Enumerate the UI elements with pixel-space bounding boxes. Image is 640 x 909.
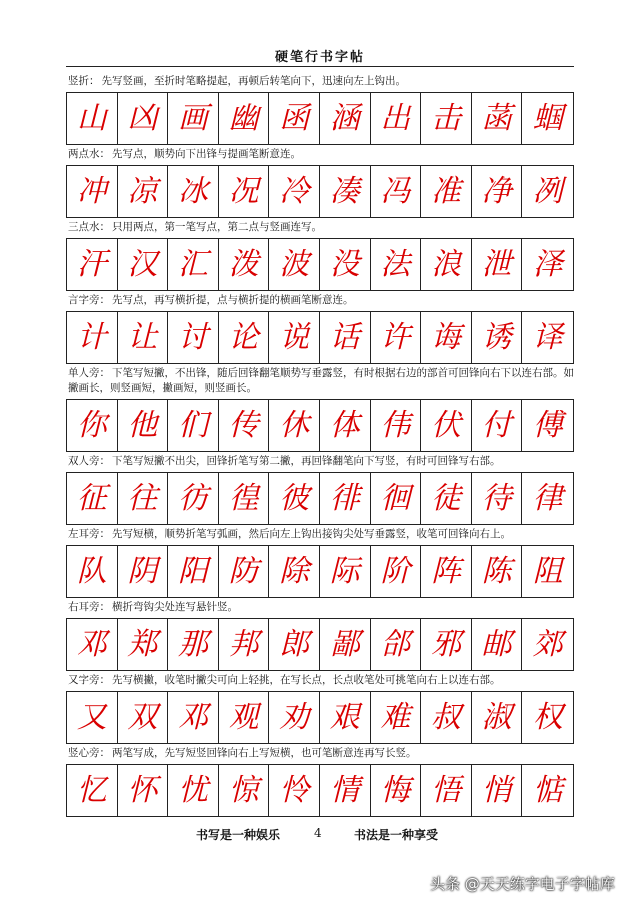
practice-character: 阵: [421, 546, 472, 597]
practice-character: 彷: [168, 473, 219, 524]
practice-character: 情: [320, 765, 371, 816]
practice-character: 律: [532, 480, 563, 516]
stroke-section: [66, 145, 574, 218]
practice-character: 许: [371, 312, 422, 363]
practice-character: 阻: [532, 553, 563, 589]
stroke-section: [66, 525, 574, 598]
practice-grid: [66, 399, 574, 452]
practice-character: 凶: [118, 93, 169, 144]
practice-character: 传: [219, 400, 270, 451]
stroke-section: [66, 218, 574, 291]
practice-grid: [66, 545, 574, 598]
practice-character: 法: [371, 239, 422, 290]
practice-character: 泽: [532, 246, 563, 282]
practice-character: 浪: [421, 239, 472, 290]
practice-character: 让: [118, 312, 169, 363]
practice-character: 冽: [532, 173, 563, 209]
stroke-section: [66, 598, 574, 671]
stroke-rule: [66, 525, 574, 545]
practice-character: 悟: [421, 765, 472, 816]
practice-character: 难: [371, 692, 422, 743]
stroke-rule-text: 只用两点，第一笔写点，第二点与竖画连写。: [112, 221, 322, 233]
stroke-rule-text: 两笔写成，先写短竖回锋向右上写短横，也可笔断意连再写长竖。: [112, 747, 417, 759]
footer-right-slogan: 书法是一种享受: [354, 828, 439, 842]
practice-character: 观: [219, 692, 270, 743]
stroke-rule-text: 先写点，顺势向下出锋与提画笔断意连。: [112, 148, 301, 160]
practice-character: 忧: [168, 765, 219, 816]
practice-character: 计: [67, 312, 118, 363]
practice-character: 徘: [320, 473, 371, 524]
practice-character: 们: [168, 400, 219, 451]
stroke-rule-label: 竖心旁：: [68, 747, 110, 759]
stroke-section: [66, 72, 574, 145]
stroke-rule: [66, 291, 574, 311]
stroke-rule-label: 左耳旁：: [68, 528, 110, 540]
practice-character: 彼: [269, 473, 320, 524]
practice-character: 冷: [269, 166, 320, 217]
footer-left-slogan: 书写是一种娱乐: [196, 828, 281, 842]
practice-character: 徒: [421, 473, 472, 524]
practice-character: 悄: [472, 765, 523, 816]
practice-grid: [66, 165, 574, 218]
stroke-rule: [66, 598, 574, 618]
practice-character: 待: [472, 473, 523, 524]
practice-character: 怀: [118, 765, 169, 816]
stroke-rule: [66, 72, 574, 92]
practice-character: 鄙: [320, 619, 371, 670]
practice-character: 击: [421, 93, 472, 144]
practice-character: 徊: [371, 473, 422, 524]
stroke-rule-text: 下笔写短撇，不出锋，随后回锋翻笔顺势写垂露竖，有时根据右边的部首可回锋向右下以连右部。如撇画长，则竖画短，撇画短，则竖画长。: [68, 367, 574, 394]
practice-character: 艰: [320, 692, 371, 743]
practice-character: 休: [269, 400, 320, 451]
practice-character: 函: [269, 93, 320, 144]
stroke-rule-text: 先写横撇，收笔时撇尖可向上轻挑，在写长点，长点收笔处可挑笔向右上以连右部。: [112, 674, 501, 686]
practice-character: 泄: [472, 239, 523, 290]
stroke-rule-label: 言字旁：: [68, 294, 110, 306]
practice-grid: [66, 311, 574, 364]
stroke-rule: [66, 671, 574, 691]
practice-character: 你: [67, 400, 118, 451]
practice-character: 淑: [472, 692, 523, 743]
watermark: 头条 @天天练字电子字帖库: [430, 875, 615, 893]
stroke-rule: [66, 744, 574, 764]
stroke-rule: [66, 145, 574, 165]
stroke-rule-text: 先写点，再写横折提，点与横折提的横画笔断意连。: [112, 294, 354, 306]
practice-character: 徨: [219, 473, 270, 524]
page-title: 硬笔行书字帖: [274, 50, 365, 65]
practice-character: 郃: [371, 619, 422, 670]
practice-character: 画: [168, 93, 219, 144]
practice-character: 况: [219, 166, 270, 217]
practice-character: 惊: [219, 765, 270, 816]
practice-character: 怜: [269, 765, 320, 816]
practice-character: 邓: [168, 692, 219, 743]
practice-grid: [66, 472, 574, 525]
practice-grid: [66, 618, 574, 671]
stroke-rule-label: 右耳旁：: [68, 601, 110, 613]
practice-character: 出: [371, 93, 422, 144]
practice-character: 往: [118, 473, 169, 524]
practice-character: 凉: [118, 166, 169, 217]
stroke-rule-label: 两点水：: [68, 148, 110, 160]
practice-character: 阶: [371, 546, 422, 597]
practice-character: 冲: [67, 166, 118, 217]
practice-character: 劝: [269, 692, 320, 743]
practice-character: 付: [472, 400, 523, 451]
practice-character: 讨: [168, 312, 219, 363]
practice-character: 汇: [168, 239, 219, 290]
practice-character: 权: [532, 699, 563, 735]
practice-grid: [66, 238, 574, 291]
practice-character: 幽: [219, 93, 270, 144]
practice-character: 山: [67, 93, 118, 144]
page-number: 4: [314, 826, 322, 840]
stroke-rule: [66, 452, 574, 472]
practice-sections: [66, 72, 574, 817]
practice-character: 郑: [118, 619, 169, 670]
practice-character: 那: [168, 619, 219, 670]
practice-character: 泼: [219, 239, 270, 290]
practice-character: 防: [219, 546, 270, 597]
stroke-section: [66, 364, 574, 452]
practice-character: 体: [320, 400, 371, 451]
practice-grid: [66, 764, 574, 817]
stroke-rule-label: 三点水：: [68, 221, 110, 233]
header-rule: [66, 66, 574, 67]
practice-character: 邦: [219, 619, 270, 670]
practice-character: 双: [118, 692, 169, 743]
stroke-section: [66, 452, 574, 525]
stroke-section: [66, 744, 574, 817]
practice-character: 凑: [320, 166, 371, 217]
practice-character: 队: [67, 546, 118, 597]
practice-character: 译: [532, 319, 563, 355]
stroke-section: [66, 291, 574, 364]
stroke-rule: [66, 218, 574, 238]
practice-character: 汗: [67, 239, 118, 290]
practice-character: 邓: [67, 619, 118, 670]
stroke-rule: [66, 364, 574, 399]
practice-character: 邮: [472, 619, 523, 670]
practice-character: 忆: [67, 765, 118, 816]
practice-grid: [66, 691, 574, 744]
practice-character: 郊: [532, 626, 563, 662]
practice-character: 惦: [532, 772, 563, 808]
practice-character: 陈: [472, 546, 523, 597]
practice-character: 话: [320, 312, 371, 363]
practice-character: 净: [472, 166, 523, 217]
practice-character: 伟: [371, 400, 422, 451]
practice-character: 没: [320, 239, 371, 290]
practice-character: 波: [269, 239, 320, 290]
stroke-rule-label: 竖折：: [68, 75, 100, 87]
practice-character: 邪: [421, 619, 472, 670]
practice-character: 蝈: [532, 100, 563, 136]
practice-character: 傅: [532, 407, 563, 443]
practice-character: 涵: [320, 93, 371, 144]
practice-character: 叔: [421, 692, 472, 743]
stroke-rule-label: 双人旁：: [68, 455, 110, 467]
practice-grid: [66, 92, 574, 145]
practice-character: 汉: [118, 239, 169, 290]
practice-character: 准: [421, 166, 472, 217]
practice-character: 冰: [168, 166, 219, 217]
practice-character: 菡: [472, 93, 523, 144]
practice-character: 除: [269, 546, 320, 597]
stroke-rule-label: 单人旁：: [68, 367, 110, 379]
practice-character: 阴: [118, 546, 169, 597]
stroke-rule-text: 先写竖画，至折时笔略提起，再顿后转笔向下，迅速向左上钩出。: [101, 75, 406, 87]
practice-character: 诱: [472, 312, 523, 363]
stroke-section: [66, 671, 574, 744]
practice-character: 际: [320, 546, 371, 597]
practice-character: 论: [219, 312, 270, 363]
stroke-rule-text: 横折弯钩尖处连写悬针竖。: [112, 601, 238, 613]
practice-character: 伏: [421, 400, 472, 451]
practice-character: 又: [67, 692, 118, 743]
practice-character: 冯: [371, 166, 422, 217]
stroke-rule-text: 先写短横，顺势折笔写弧画，然后向左上钩出接钩尖处写垂露竖，收笔可回锋向右上。: [112, 528, 511, 540]
practice-character: 郎: [269, 619, 320, 670]
practice-character: 悔: [371, 765, 422, 816]
practice-character: 征: [67, 473, 118, 524]
practice-character: 说: [269, 312, 320, 363]
stroke-rule-text: 下笔写短撇不出尖，回锋折笔写第二撇，再回锋翻笔向下写竖，有时可回锋写右部。: [112, 455, 501, 467]
practice-character: 他: [118, 400, 169, 451]
stroke-rule-label: 又字旁：: [68, 674, 110, 686]
practice-character: 诲: [421, 312, 472, 363]
practice-character: 阳: [168, 546, 219, 597]
